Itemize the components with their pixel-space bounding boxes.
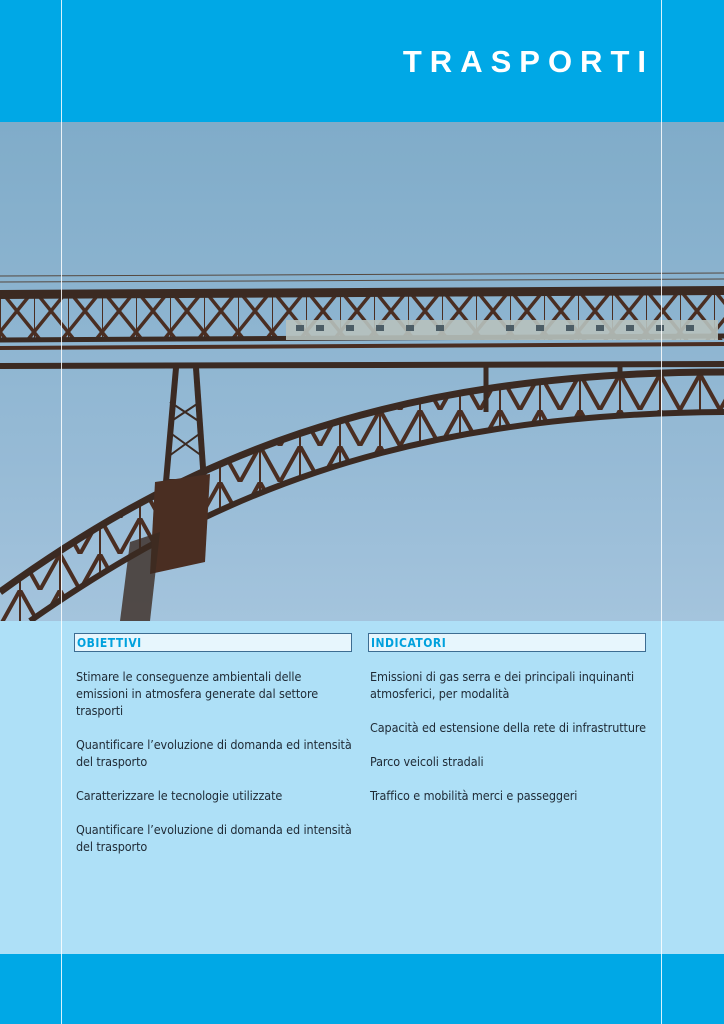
right-guide-line [661, 0, 662, 1024]
bottom-banner [0, 954, 724, 1024]
indicators-column [368, 633, 646, 821]
top-banner [0, 0, 724, 122]
indicators-header: INDICATORI [368, 633, 646, 652]
objectives-list [74, 668, 352, 855]
list-item: Parco veicoli stradali [370, 754, 484, 769]
list-item: Emissioni di gas serra e dei principali inquinanti atmosferici, per modalità [370, 669, 635, 701]
list-item: Stimare le conseguenze ambientali delle emissioni in atmosfera generate dal settore trasporti [76, 669, 319, 718]
list-item: Caratterizzare le tecnologie utilizzate [76, 788, 283, 803]
page-title: TRASPORTI [402, 44, 654, 79]
bridge-photo [0, 122, 724, 621]
list-item: Traffico e mobilità merci e passeggeri [370, 788, 578, 803]
left-guide-line [61, 0, 62, 1024]
indicators-list [368, 668, 646, 804]
bridge-illustration [0, 122, 724, 621]
list-item: Quantificare l’evoluzione di domanda ed intensità del trasporto [76, 737, 352, 769]
objectives-column [74, 633, 352, 872]
list-item: Quantificare l’evoluzione di domanda ed intensità del trasporto [76, 822, 352, 854]
list-item: Capacità ed estensione della rete di infrastrutture [370, 720, 646, 735]
objectives-header: OBIETTIVI [74, 633, 352, 652]
